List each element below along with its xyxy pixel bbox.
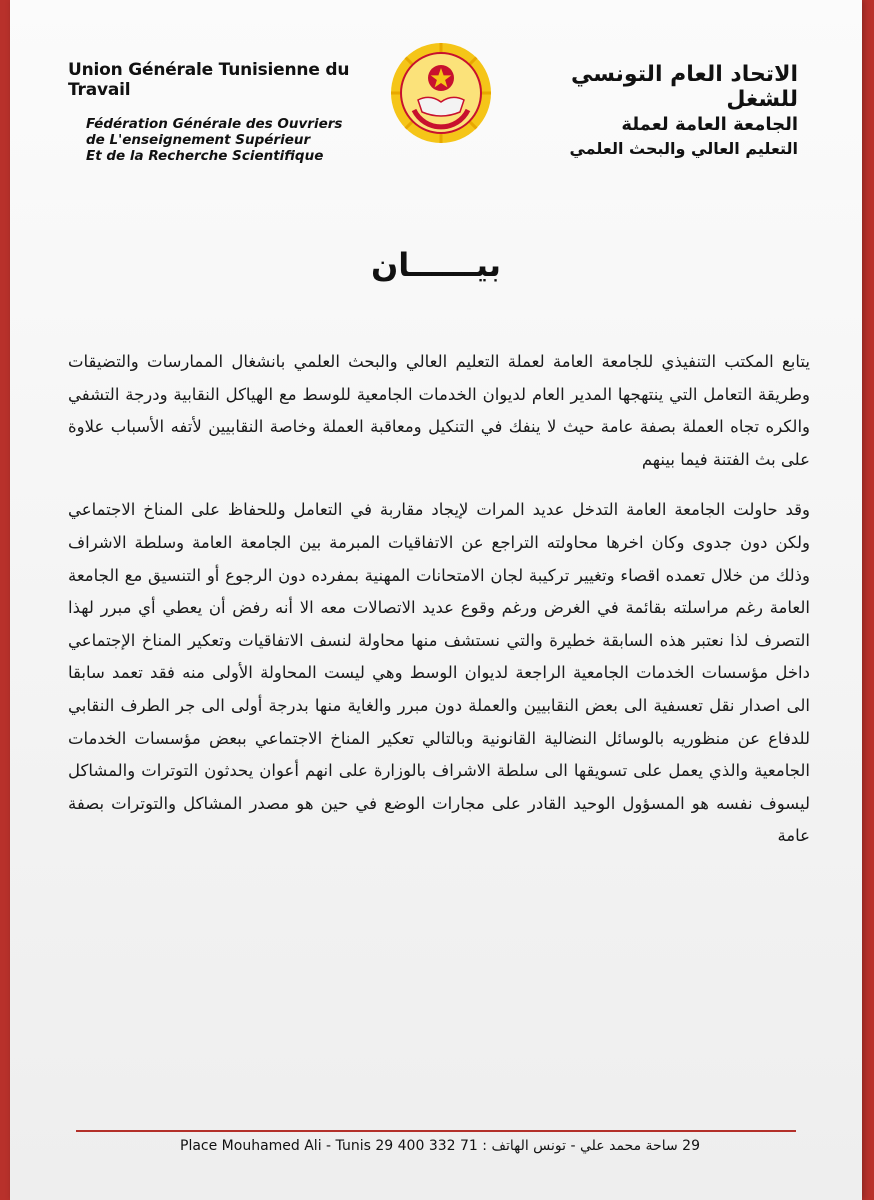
letterhead-page (10, 0, 862, 1200)
paragraph-1: يتابع المكتب التنفيذي للجامعة العامة لعملة التعليم العالي والبحث العلمي بانشغال الممارسات والتضيقات وطريقة التعامل التي ينتهجها المدير العام لديوان الخدمات الجامعية للوسط مع الهياكل النقابية ودرجة التشفي والكره تجاه العملة بصفة عامة حيث لا ينفك في التنكيل ومعاقبة العملة وخاصة النقابيين لأتفه الأسباب علاوة على بث الفتنة فيما بينهم (68, 352, 810, 469)
statement-body (68, 346, 810, 853)
ugtt-logo-icon (388, 40, 494, 146)
federation-name-fr: Fédération Générale des Ouvriers (86, 116, 343, 132)
footer-phone: 71 332 400 (397, 1138, 478, 1154)
statement-title: بيــــــان (370, 246, 502, 284)
header-french (66, 60, 376, 164)
footer-divider (76, 1130, 796, 1132)
paragraph-2: وقد حاولت الجامعة العامة التدخل عديد المرات لإيجاد مقاربة في التعامل وللحفاظ على المناخ الاجتماعي ولكن دون جدوى وكان اخرها محاولته التراجع عن الاتفاقيات المبرمة بين الجامعة العامة وسلطة الاشراف وذلك من خلال تعمده اقصاء وتغيير تركيبة لجان الامتحانات المهنية بمفرده دون الرجوع أو التنسيق مع الجامعة العامة رغم مراسلته بقائمة في الغرض ورغم وقوع عديد الاتصالات معه الا أنه رفض أن يعطي أي مبرر لهذا التصرف لذا نعتبر هذه السابقة خطيرة والتي نستشف منها محاولة لنسف الاتفاقيات وتعكير المناخ الإجتماعي داخل مؤسسات الخدمات الجامعية الراجعة لديوان الوسط وهي ليست المحاولة الأولى منه فقد تعمد سابقا الى اصدار نقل تعسفية الى بعض النقابيين والعملة دون مبرر والغاية منها بدرجة أولى الى جر الطرف النقابي للدفاع عن منظوريه بالوسائل النضالية القانونية وبالتالي تعكير المناخ الاجتماعي ببعض مؤسسات الخدمات الجامعية والذي يعمل على تسويقها الى سلطة الاشراف بالوزارة على انهم أعوان يحدثون التوترات والمشاكل ليسوف نفسه هو المسؤول الوحيد القادر على مجارات الوضع في حين هو مصدر المشاكل والتوترات بصفة عامة (68, 500, 810, 846)
federation-name-ar: الجامعة العامة لعملة (621, 114, 798, 135)
footer-address-fr: 29 Place Mouhamed Ali - Tunis (180, 1138, 394, 1154)
federation-line2-fr: de L'enseignement Supérieur (86, 132, 311, 148)
footer-address-ar: 29 ساحة محمد علي - تونس الهاتف : (482, 1138, 700, 1154)
header-arabic (518, 62, 798, 158)
footer-address (80, 1138, 800, 1154)
federation-line2-ar: التعليم العالي والبحث العلمي (569, 139, 798, 158)
federation-line3-fr: Et de la Recherche Scientifique (86, 148, 324, 164)
union-name-ar: الاتحاد العام التونسي للشغل (571, 62, 798, 112)
union-name-fr: Union Générale Tunisienne du Travail (68, 60, 350, 100)
